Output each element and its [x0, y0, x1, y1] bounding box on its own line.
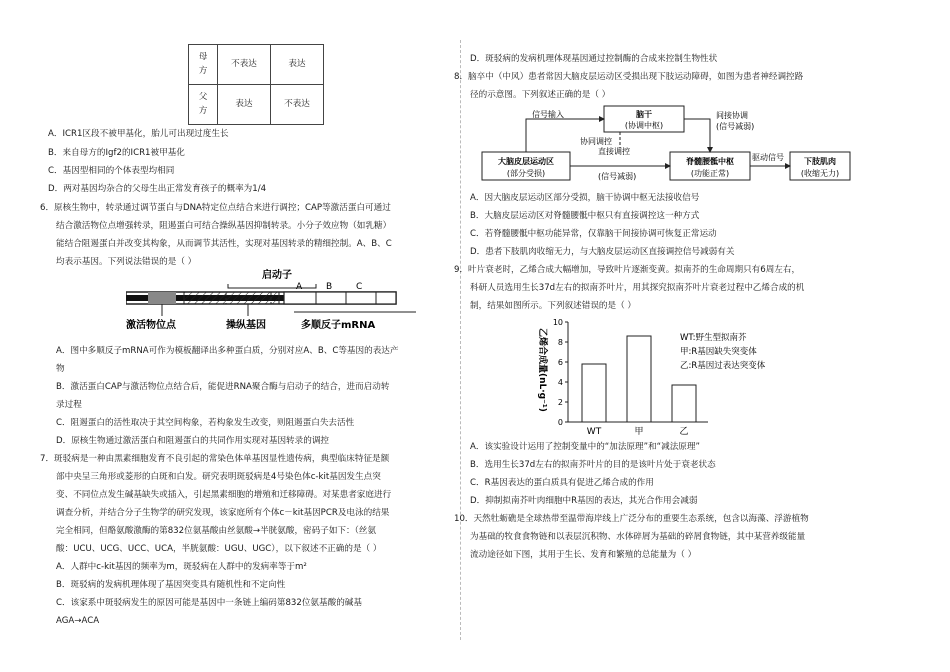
table-cell: 表达 — [218, 85, 271, 125]
q8-option-c: C．若脊髓腰骶中枢功能异常，仅靠脑干间接协调可恢复正常运动 — [470, 229, 717, 239]
q6-stem-line: 6．原核生物中，转录通过调节蛋白与DNA特定位点结合来进行调控；CAP等激活蛋白可通过 — [40, 203, 391, 213]
q7-stem-line: 完全相同，但酪氨酸激酶的第832位氨基酸由丝氨酸→半胱氨酸，密码子如下：（丝氨 — [56, 526, 377, 536]
q5-option-d: D．两对基因均杂合的父母生出正常发育孩子的概率为1/4 — [48, 184, 267, 194]
q7-stem-line: 部中央呈三角形或菱形的白斑和白发。研究表明斑驳病是4号染色体c-kit基因发生点突 — [56, 472, 381, 482]
q6-option-b-cont: 录过程 — [56, 400, 82, 410]
brainstem-title: 脑干 — [636, 110, 652, 119]
limb-sub: (收缩无力) — [800, 169, 840, 178]
operator-label: 操纵基因 — [226, 320, 266, 331]
legend-entry: 乙:R基因过表达突变体 — [680, 361, 766, 371]
operon-diagram — [126, 266, 426, 336]
category-label: 甲 — [634, 427, 644, 437]
q8-option-b: B．大脑皮层运动区对脊髓腰骶中枢只有直接调控这一种方式 — [470, 211, 700, 221]
q6-option-a-cont: 物 — [56, 364, 65, 374]
legend-entry: 甲:R基因缺失突变体 — [680, 347, 757, 357]
bar-甲 — [627, 336, 651, 422]
promoter-label: 启动子 — [262, 270, 292, 281]
spinal-sub: (功能正常) — [690, 169, 730, 178]
q6-stem-line: 结合激活物位点增强转录，阻遏蛋白可结合操纵基因抑制转录。小分子效应物（如乳糖） — [56, 221, 392, 231]
category-label: 乙 — [679, 427, 689, 437]
cortex-title: 大脑皮层运动区 — [498, 157, 554, 166]
bar-WT — [582, 364, 606, 422]
y-tick-label: 10 — [552, 318, 563, 327]
bar-乙 — [672, 385, 696, 422]
gene-a-label: A — [296, 282, 303, 292]
q10-stem-line: 10．天然牡蛎礁是全球热带至温带海岸线上广泛分布的重要生态系统，包含以海藻、浮游植物 — [454, 514, 809, 524]
q5-option-b: B．来自母方的Igf2的ICR1被甲基化 — [48, 148, 185, 158]
q6-option-c: C．阻遏蛋白的活性取决于其空间构象，若构象发生改变，则阻遏蛋白失去活性 — [56, 418, 355, 428]
q7-stem-line: 变、不同位点发生碱基缺失或插入，引起黑素细胞的增殖和迁移障碍。对某患者家庭进行 — [56, 490, 392, 500]
brainstem-sub: (协调中枢) — [624, 121, 664, 130]
q7-option-b: B．斑驳病的发病机理体现了基因突变具有随机性和不定向性 — [56, 580, 286, 590]
table-header-father: 父方 — [189, 85, 218, 125]
table-cell: 不表达 — [218, 45, 271, 85]
q10-stem-line: 为基础的牧食食物链和以表层沉积物、水体碎屑为基础的碎屑食物链，其中某营养级能量 — [470, 532, 806, 542]
limb-title: 下肢肌肉 — [804, 157, 836, 166]
indirect-sub: (信号减弱) — [716, 122, 755, 131]
gene-c-label: C — [356, 282, 363, 292]
activator-site-label: 激活物位点 — [126, 320, 176, 331]
table-header-mother: 母方 — [189, 45, 218, 85]
q9-option-a: A．该实验设计运用了控制变量中的“加法原理”和“减法原理” — [470, 442, 700, 452]
q8-option-a: A．因大脑皮层运动区部分受损，脑干协调中枢无法接收信号 — [470, 193, 700, 203]
spinal-title: 脊髓腰骶中枢 — [686, 157, 734, 166]
q7-option-c-cont: AGA→ACA — [56, 616, 100, 626]
q9-stem-line: 制，结果如图所示。下列叙述错误的是（ ） — [470, 301, 637, 311]
column-divider — [460, 40, 461, 640]
q7-option-c: C．该家系中斑驳病发生的原因可能是基因中一条链上编码第832位氨基酸的碱基 — [56, 598, 362, 608]
q9-stem-line: 9．叶片衰老时，乙烯合成大幅增加，导致叶片逐渐变黄。拟南芥的生命周期只有6周左右， — [454, 265, 801, 275]
y-tick-label: 6 — [557, 358, 563, 367]
q5-option-a: A．ICR1区段不被甲基化，胎儿可出现过度生长 — [48, 129, 229, 139]
q8-stem-line: 8．脑卒中（中风）患者常因大脑皮层运动区受损出现下肢运动障碍，如图为患者神经调控路 — [454, 72, 804, 82]
q8-option-d: D．患者下肢肌肉收缩无力，与大脑皮层运动区直接调控信号减弱有关 — [470, 247, 735, 257]
legend-entry: WT:野生型拟南芥 — [680, 333, 747, 343]
y-tick-label: 4 — [557, 378, 563, 387]
q6-option-d: D．原核生物通过激活蛋白和阻遏蛋白的共同作用实现对基因转录的调控 — [56, 436, 330, 446]
q9-stem-line: 科研人员选用生长37d左右的拟南芥叶片，用其探究拟南芥叶片衰老过程中乙烯合成的机 — [470, 283, 805, 293]
mrna-label: 多顺反子mRNA — [301, 320, 376, 331]
q7-stem-line: 酸：UCU、UCG、UCC、UCA，半胱氨酸：UGU、UGC），以下叙述不正确的是（ ） — [56, 544, 382, 554]
drive-label: 驱动信号 — [752, 153, 784, 162]
gene-b-label: B — [326, 282, 333, 292]
direct-label: 直接调控 — [598, 147, 630, 156]
signal-in-label: 信号输入 — [532, 110, 564, 119]
q9-option-b: B．选用生长37d左右的拟南芥叶片的目的是该叶片处于衰老状态 — [470, 460, 716, 470]
table-cell: 不表达 — [271, 85, 324, 125]
q9-option-d: D．抑制拟南芥叶肉细胞中R基因的表达，其光合作用会减弱 — [470, 496, 698, 506]
direct-sub: (信号减弱) — [598, 172, 637, 181]
q7-stem-line: 调查分析，并结合分子生物学的研究发现，该家庭所有个体c－kit基因PCR及电泳的结果 — [56, 508, 390, 518]
indirect-label: 间接协调 — [716, 111, 748, 120]
q6-stem-line: 能结合阻遏蛋白并改变其构象，从而调节其活性，实现对基因转录的精细控制。A、B、C — [56, 239, 392, 249]
q6-stem-line: 均表示基因。下列说法错误的是（ ） — [56, 257, 197, 267]
y-tick-label: 0 — [557, 418, 563, 427]
neural-pathway-diagram — [480, 104, 860, 188]
q6-option-a: A．图中多顺反子mRNA可作为模板翻译出多种蛋白质，分别对应A、B、C等基因的表达产 — [56, 346, 399, 356]
coop-label: 协同调控 — [580, 137, 612, 146]
q9-option-c: C．R基因表达的蛋白质具有促进乙烯合成的作用 — [470, 478, 654, 488]
q7-option-a: A．人群中c-kit基因的频率为m，斑驳病在人群中的发病率等于m² — [56, 562, 307, 572]
table-cell: 表达 — [271, 45, 324, 85]
q10-stem-line: 流动途径如下图，其用于生长、发育和繁殖的总能量为（ ） — [470, 550, 697, 560]
expression-table — [188, 44, 324, 125]
q7-stem-line: 7．斑驳病是一种由黑素细胞发育不良引起的常染色体单基因显性遗传病，典型临床特征是额 — [40, 454, 390, 464]
category-label: WT — [586, 427, 602, 437]
q8-stem-line: 径的示意图。下列叙述正确的是（ ） — [470, 90, 611, 100]
y-tick-label: 2 — [557, 398, 563, 407]
q7-option-d: D．斑驳病的发病机理体现基因通过控制酶的合成来控制生物性状 — [470, 54, 718, 64]
chart-y-axis-label: 乙烯合成量(nL·g⁻¹) — [537, 328, 547, 412]
q6-option-b: B．激活蛋白CAP与激活物位点结合后，能促进RNA聚合酶与启动子的结合，进而启动转 — [56, 382, 390, 392]
q5-option-c: C．基因型相同的个体表型均相同 — [48, 166, 175, 176]
ethylene-bar-chart — [530, 312, 830, 438]
y-tick-label: 8 — [557, 338, 563, 347]
cortex-sub: (部分受损) — [506, 169, 546, 178]
